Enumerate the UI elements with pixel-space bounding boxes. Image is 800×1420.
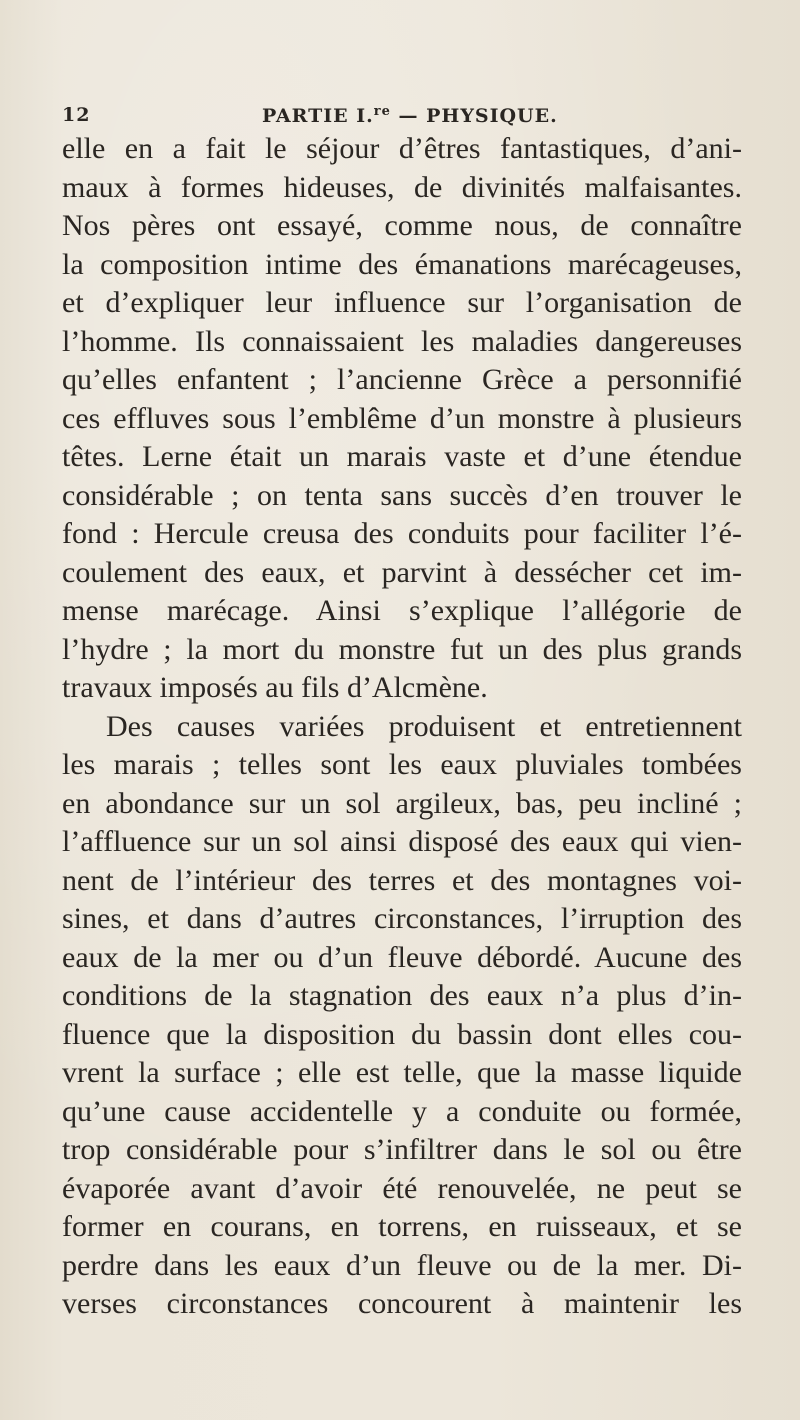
text-line: conditions de la stagnation des eaux n’a plus d’in- (62, 979, 742, 1012)
text-line: qu’une cause accidentelle y a conduite ou formée, (62, 1094, 742, 1128)
text-line: les marais ; telles sont les eaux pluviales tombées (62, 748, 742, 781)
text-line: l’affluence sur un sol ainsi disposé des eaux qui vien- (62, 825, 742, 858)
text-line: maux à formes hideuses, de divinités malfaisantes. (62, 170, 742, 204)
text-line: évaporée avant d’avoir été renouvelée, ne peut se (62, 1171, 742, 1205)
text-line: nent de l’intérieur des terres et des montagnes voi- (62, 863, 742, 897)
text-line: former en courans, en torrens, en ruisseaux, et se (62, 1210, 742, 1243)
text-line: ces effluves sous l’emblême d’un monstre à plusieurs (62, 401, 742, 435)
text-line: verses circonstances concourent à maintenir les (62, 1287, 742, 1320)
running-title-rest: — PHYSIQUE. (390, 105, 558, 127)
text-line: fluence que la disposition du bassin dont elles cou- (62, 1017, 742, 1051)
text-line: l’homme. Ils connaissaient les maladies dangereuses (62, 324, 742, 358)
text-line: vrent la surface ; elle est telle, que la masse liquide (62, 1056, 742, 1089)
text-line: trop considérable pour s’infiltrer dans le sol ou être (62, 1133, 742, 1166)
text-line: l’hydre ; la mort du monstre fut un des plus grands (62, 632, 742, 666)
text-line: coulement des eaux, et parvint à dessécher cet im- (62, 555, 742, 589)
running-title-sup: re (373, 104, 391, 119)
text-line: fond : Hercule creusa des conduits pour faciliter l’é- (62, 517, 742, 550)
text-line: Nos pères ont essayé, comme nous, de connaître (62, 209, 742, 242)
text-line: perdre dans les eaux d’un fleuve ou de la mer. Di- (62, 1248, 742, 1282)
page-number: 12 (62, 104, 91, 126)
text-line-paragraph-end: travaux imposés au fils d’Alcmène. (62, 671, 488, 704)
text-line: qu’elles enfantent ; l’ancienne Grèce a personnifié (62, 363, 742, 396)
text-line: eaux de la mer ou d’un fleuve débordé. Aucune des (62, 940, 742, 974)
body-text (62, 130, 742, 1324)
text-line: têtes. Lerne était un marais vaste et d’une étendue (62, 440, 742, 473)
text-line: en abondance sur un sol argileux, bas, peu incliné ; (62, 786, 742, 820)
text-line-paragraph-start: Des causes variées produisent et entretiennent (106, 709, 742, 743)
text-line: considérable ; on tenta sans succès d’en trouver le (62, 478, 742, 512)
text-line: mense marécage. Ainsi s’explique l’allégorie de (62, 594, 742, 627)
running-title (262, 104, 558, 127)
running-title-part: PARTIE I. (262, 105, 374, 127)
text-line: la composition intime des émanations marécageuses, (62, 247, 742, 281)
text-line: et d’expliquer leur influence sur l’organisation de (62, 286, 742, 319)
text-line: sines, et dans d’autres circonstances, l’irruption des (62, 902, 742, 935)
text-line: elle en a fait le séjour d’êtres fantastiques, d’ani- (62, 132, 742, 165)
